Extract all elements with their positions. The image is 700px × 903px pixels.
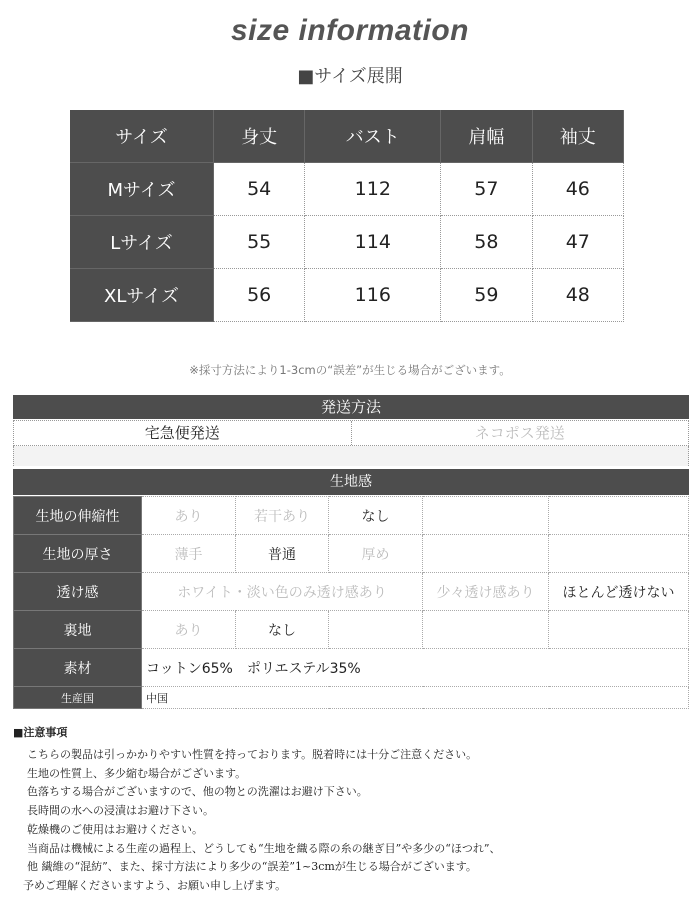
caution-line: 他 繊維の“混紡”、また、採寸方法により多少の“誤差”1~3cmが生じる場合がございます。 (27, 860, 477, 874)
table-cell: あり (142, 611, 236, 649)
row-header: XLサイズ (70, 269, 214, 322)
table-row (70, 163, 624, 216)
table-cell (423, 611, 549, 649)
table-cell: 若干あり (236, 497, 329, 535)
table-cell: 47 (533, 216, 624, 269)
caution-line: 乾燥機のご使用はお避けください。 (27, 822, 203, 836)
table-cell: 少々透け感あり (423, 573, 549, 611)
table-cell: 114 (305, 216, 441, 269)
fabric-table (13, 496, 689, 709)
row-header: 透け感 (14, 573, 142, 611)
table-cell: 112 (305, 163, 441, 216)
caution-line: 長時間の水への浸漬はお避け下さい。 (27, 804, 214, 818)
table-cell (549, 611, 689, 649)
table-cell: 48 (533, 269, 624, 322)
caution-line: こちらの製品は引っかかりやすい性質を持っております。脱着時には十分ご注意ください。 (27, 748, 478, 761)
page-title: size information (230, 14, 470, 47)
table-row (14, 687, 689, 709)
fabric-header: 生地感 (13, 469, 689, 495)
caution-line: 生地の性質上、多少縮む場合がございます。 (27, 766, 247, 780)
table-cell: 厚め (329, 535, 423, 573)
row-header: 生地の厚さ (14, 535, 142, 573)
caution-title: ■注意事項 (13, 726, 68, 739)
shipping-header: 発送方法 (13, 395, 689, 419)
size-table (70, 110, 624, 322)
shipping-option-nekopos: ネコポス発送 (351, 421, 689, 445)
divider (13, 446, 689, 466)
table-row (70, 216, 624, 269)
table-row (14, 535, 689, 573)
table-cell: 59 (441, 269, 532, 322)
table-cell (549, 535, 689, 573)
table-row (70, 269, 624, 322)
table-cell: あり (142, 497, 236, 535)
shipping-options (13, 420, 689, 446)
table-cell: 普通 (236, 535, 329, 573)
table-cell: 54 (214, 163, 305, 216)
row-header: 裏地 (14, 611, 142, 649)
table-cell: なし (329, 497, 423, 535)
table-row (14, 611, 689, 649)
table-cell: 薄手 (142, 535, 236, 573)
table-cell: なし (236, 611, 329, 649)
measurement-note: ※採寸方法により1-3cmの“誤差”が生じる場合がございます。 (189, 363, 511, 377)
row-header: 素材 (14, 649, 142, 687)
table-cell: 116 (305, 269, 441, 322)
table-row (14, 573, 689, 611)
caution-line: 当商品は機械による生産の過程上、どうしても“生地を織る際の糸の継ぎ目”や多少の“ほつれ”、 (27, 841, 501, 855)
table-cell: 57 (441, 163, 532, 216)
table-cell: 58 (441, 216, 532, 269)
table-cell: 55 (214, 216, 305, 269)
caution-line: 色落ちする場合がございますので、他の物との洗濯はお避け下さい。 (27, 785, 368, 799)
table-cell: ほとんど透けない (549, 573, 689, 611)
table-row (14, 497, 689, 535)
table-row (14, 649, 689, 687)
material-value: コットン65% ポリエステル35% (142, 649, 689, 687)
row-header: Lサイズ (70, 216, 214, 269)
row-header: 生産国 (14, 687, 142, 709)
column-header: サイズ (70, 110, 214, 163)
row-header: 生地の伸縮性 (14, 497, 142, 535)
table-cell: 46 (533, 163, 624, 216)
section-subtitle: ■サイズ展開 (297, 66, 403, 87)
caution-section (13, 724, 693, 896)
column-header: 身丈 (214, 110, 305, 163)
caution-line: 予めご理解くださいますよう、お願い申し上げます。 (23, 878, 287, 892)
table-cell (329, 611, 423, 649)
row-header: Mサイズ (70, 163, 214, 216)
size-table-header-row (70, 110, 624, 163)
column-header: 肩幅 (441, 110, 532, 163)
table-cell: 56 (214, 269, 305, 322)
table-cell: ホワイト・淡い色のみ透け感あり (142, 573, 423, 611)
table-cell (423, 535, 549, 573)
origin-value: 中国 (142, 687, 689, 709)
column-header: 袖丈 (533, 110, 624, 163)
table-cell (549, 497, 689, 535)
table-cell (423, 497, 549, 535)
shipping-option-takkyubin: 宅急便発送 (144, 424, 220, 442)
column-header: バスト (305, 110, 441, 163)
